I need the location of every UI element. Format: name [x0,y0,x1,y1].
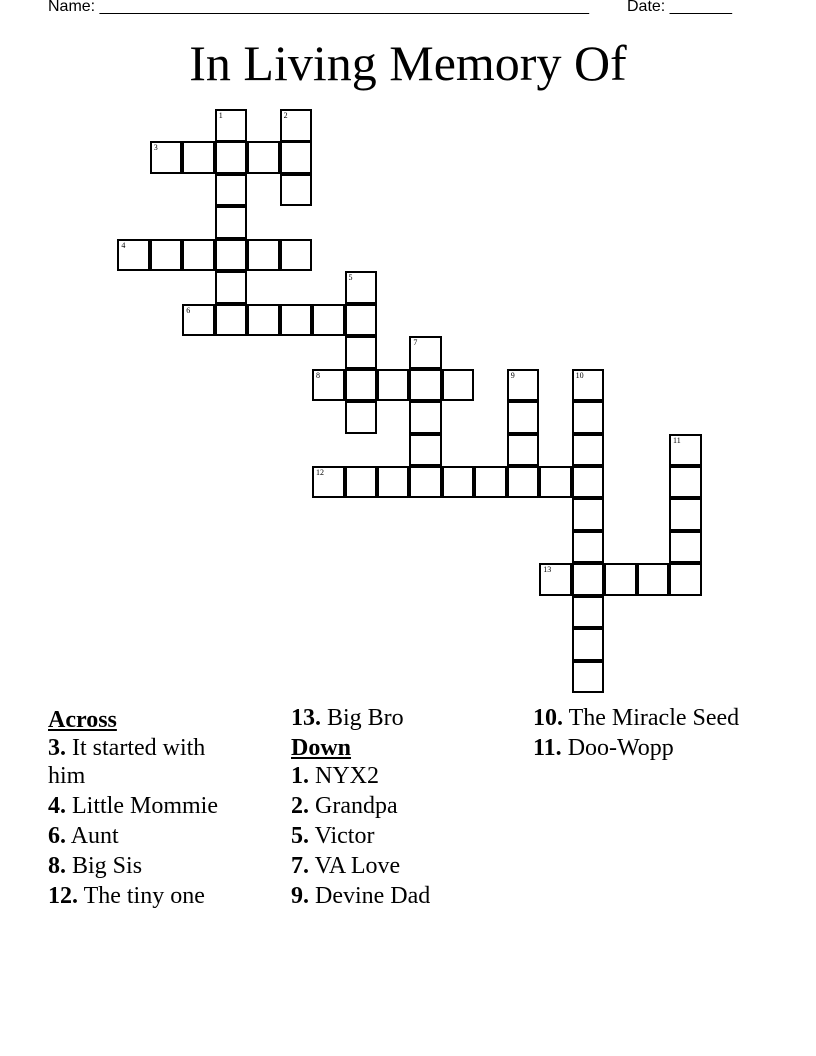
clue-text: The tiny one [83,883,205,909]
crossword-cell[interactable] [215,174,248,207]
crossword-cell[interactable] [409,401,442,434]
clue-number: 6. [48,823,66,849]
across-clue-13 [291,704,501,732]
crossword-cell[interactable] [215,304,248,337]
down-clue-7 [291,852,501,880]
crossword-cell[interactable] [507,369,540,402]
crossword-cell[interactable] [312,369,345,402]
crossword-cell[interactable] [572,531,605,564]
crossword-cell[interactable] [409,466,442,499]
crossword-cell[interactable] [442,369,475,402]
crossword-cell[interactable] [669,531,702,564]
clue-number: 12. [48,883,78,909]
down-clue-11 [533,734,743,762]
crossword-cell[interactable] [150,141,183,174]
clue-number: 2. [291,793,309,819]
crossword-cell[interactable] [669,498,702,531]
clue-number: 7. [291,853,309,879]
crossword-cell[interactable] [409,336,442,369]
cell-number: 3 [153,143,158,153]
crossword-cell[interactable] [572,498,605,531]
crossword-cell[interactable] [150,239,183,272]
crossword-cell[interactable] [280,109,313,142]
crossword-cell[interactable] [572,563,605,596]
clues-column-3 [533,704,743,764]
cell-number: 13 [543,565,552,575]
crossword-cell[interactable] [345,304,378,337]
name-field-line: Name: _______________________________________________________ [48,0,589,15]
clue-number: 10. [533,705,563,731]
clue-text: Little Mommie [72,793,218,819]
crossword-cell[interactable] [572,369,605,402]
clue-text: Victor [314,823,375,849]
across-clue-6 [48,822,248,850]
crossword-cell[interactable] [377,466,410,499]
crossword-cell[interactable] [572,596,605,629]
crossword-cell[interactable] [345,336,378,369]
crossword-cell[interactable] [345,401,378,434]
crossword-cell[interactable] [572,628,605,661]
down-clue-10 [533,704,743,732]
crossword-cell[interactable] [182,304,215,337]
crossword-cell[interactable] [572,661,605,694]
crossword-cell[interactable] [409,369,442,402]
across-clue-12 [48,882,248,910]
crossword-cell[interactable] [280,304,313,337]
crossword-cell[interactable] [247,141,280,174]
cell-number: 9 [510,370,515,380]
crossword-cell[interactable] [280,239,313,272]
clue-number: 9. [291,883,309,909]
crossword-cell[interactable] [280,141,313,174]
crossword-cell[interactable] [507,401,540,434]
clue-number: 4. [48,793,66,819]
crossword-cell[interactable] [247,304,280,337]
crossword-cell[interactable] [409,434,442,467]
crossword-cell[interactable] [539,563,572,596]
crossword-cell[interactable] [345,271,378,304]
crossword-cell[interactable] [312,304,345,337]
cell-number: 1 [218,111,223,120]
clue-text: VA Love [314,853,401,879]
across-clue-3 [48,734,248,790]
crossword-cell[interactable] [215,271,248,304]
crossword-cell[interactable] [182,141,215,174]
crossword-cell[interactable] [345,369,378,402]
crossword-cell[interactable] [117,239,150,272]
cell-number: 7 [413,338,418,348]
crossword-cell[interactable] [280,174,313,207]
clue-text: Devine Dad [315,883,431,909]
crossword-cell[interactable] [442,466,475,499]
clue-number: 1. [291,763,309,789]
crossword-cell[interactable] [669,434,702,467]
crossword-cell[interactable] [507,466,540,499]
crossword-cell[interactable] [345,466,378,499]
cell-number: 11 [673,435,681,445]
cell-number: 4 [121,240,126,250]
crossword-cell[interactable] [669,466,702,499]
crossword-cell[interactable] [572,466,605,499]
crossword-cell[interactable] [539,466,572,499]
cell-number: 2 [283,111,288,120]
crossword-cell[interactable] [572,434,605,467]
crossword-cell[interactable] [247,239,280,272]
clue-text: NYX2 [315,763,379,789]
cell-number: 12 [316,467,325,477]
clue-number: 13. [291,705,321,731]
crossword-cell[interactable] [215,239,248,272]
crossword-cell[interactable] [474,466,507,499]
crossword-cell[interactable] [637,563,670,596]
across-clue-4 [48,792,248,820]
clue-text: The Miracle Seed [568,705,740,731]
down-clue-1 [291,762,501,790]
puzzle-title: In Living Memory Of [189,35,627,91]
clue-text: Doo-Wopp [567,735,674,761]
clue-text: It started with him [48,735,206,789]
clue-number: 8. [48,853,66,879]
clue-text: Big Bro [327,705,404,731]
crossword-cell[interactable] [377,369,410,402]
cell-number: 8 [316,370,321,380]
date-field-line: Date: _______ [627,0,732,15]
clue-text: Grandpa [315,793,398,819]
cell-number: 5 [348,273,353,283]
clues-column-2 [291,704,501,912]
crossword-cell[interactable] [312,466,345,499]
clue-text: Big Sis [72,853,143,879]
crossword-cell[interactable] [182,239,215,272]
clue-number: 11. [533,735,562,761]
down-heading: Down [291,735,352,761]
across-clue-8 [48,852,248,880]
crossword-cell[interactable] [572,401,605,434]
crossword-cell[interactable] [215,206,248,239]
across-heading: Across [48,707,117,733]
clue-number: 5. [291,823,309,849]
crossword-cell[interactable] [215,109,248,142]
cell-number: 6 [186,305,191,315]
down-clue-9 [291,882,501,910]
clue-number: 3. [48,735,66,761]
clues-column-1 [48,704,248,912]
crossword-cell[interactable] [507,434,540,467]
crossword-cell[interactable] [669,563,702,596]
clue-text: Aunt [70,823,119,849]
down-clue-2 [291,792,501,820]
crossword-cell[interactable] [215,141,248,174]
crossword-cell[interactable] [604,563,637,596]
cell-number: 10 [575,370,584,380]
down-clue-5 [291,822,501,850]
